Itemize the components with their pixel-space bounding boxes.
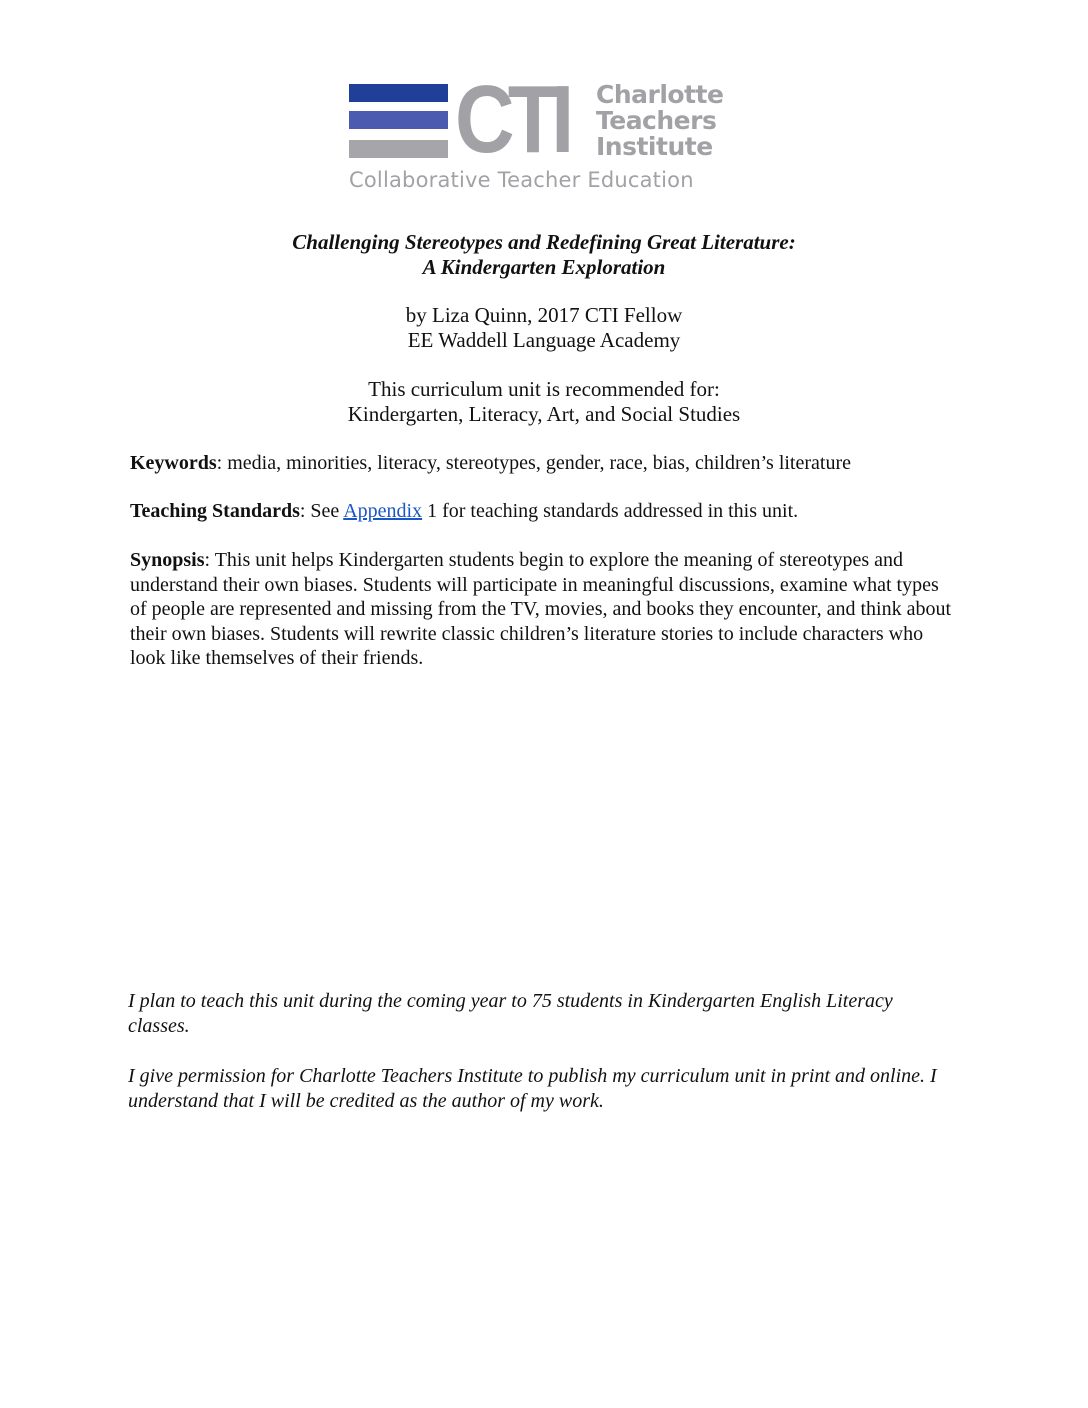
author: by Liza Quinn, 2017 CTI Fellow xyxy=(405,303,683,327)
plan-statement: I plan to teach this unit during the coming year to 75 students in Kindergarten English Literacy classes. xyxy=(128,990,893,1037)
teaching-standards-suffix: 1 for teaching standards addressed in this unit. xyxy=(422,500,799,522)
keywords-paragraph xyxy=(130,451,960,476)
title-line-2: A Kindergarten Exploration xyxy=(422,255,666,279)
recommendation-line-2: Kindergarten, Literacy, Art, and Social Studies xyxy=(347,402,741,426)
logo-bar-bottom xyxy=(349,140,448,158)
synopsis-label: Synopsis xyxy=(130,549,205,571)
title-line-1: Challenging Stereotypes and Redefining Great Literature: xyxy=(292,230,796,254)
logo-name-line: Charlotte xyxy=(596,80,724,109)
teaching-standards-prefix: : See xyxy=(299,500,344,522)
synopsis-paragraph xyxy=(130,548,960,671)
permission-statement: I give permission for Charlotte Teachers Institute to publish my curriculum unit in print and online. I understand that I will be credited as the author of my work. xyxy=(128,1065,937,1112)
logo-name-line: Institute xyxy=(596,132,713,161)
teaching-standards-label: Teaching Standards xyxy=(130,500,300,522)
logo-name-line: Teachers xyxy=(596,106,717,135)
synopsis-text: : This unit helps Kindergarten students begin to explore the meaning of stereotypes and understand their own biases. Students will participate in meaningful discussions, examine what types of people are represented and missing from the TV, movies, and books they encounter, and think about their own biases. Students will rewrite classic children’s literature stories to include characters who look like themselves of their friends. xyxy=(130,549,952,669)
logo-bar-middle xyxy=(349,111,448,129)
appendix-link[interactable]: Appendix xyxy=(343,500,423,522)
byline xyxy=(0,303,1088,353)
teaching-standards-paragraph xyxy=(130,499,960,524)
keywords-text: : media, minorities, literacy, stereotypes, gender, race, bias, children’s literature xyxy=(216,452,851,474)
logo-tagline: Collaborative Teacher Education xyxy=(349,168,694,192)
cti-logo xyxy=(349,66,739,196)
document-title xyxy=(0,230,1088,280)
logo-institute-name xyxy=(596,82,723,160)
school: EE Waddell Language Academy xyxy=(407,328,681,352)
logo-acronym: CTI xyxy=(455,66,568,173)
logo-bar-top xyxy=(349,84,448,102)
recommendation xyxy=(0,377,1088,427)
recommendation-line-1: This curriculum unit is recommended for: xyxy=(368,377,720,401)
keywords-label: Keywords xyxy=(130,452,217,474)
